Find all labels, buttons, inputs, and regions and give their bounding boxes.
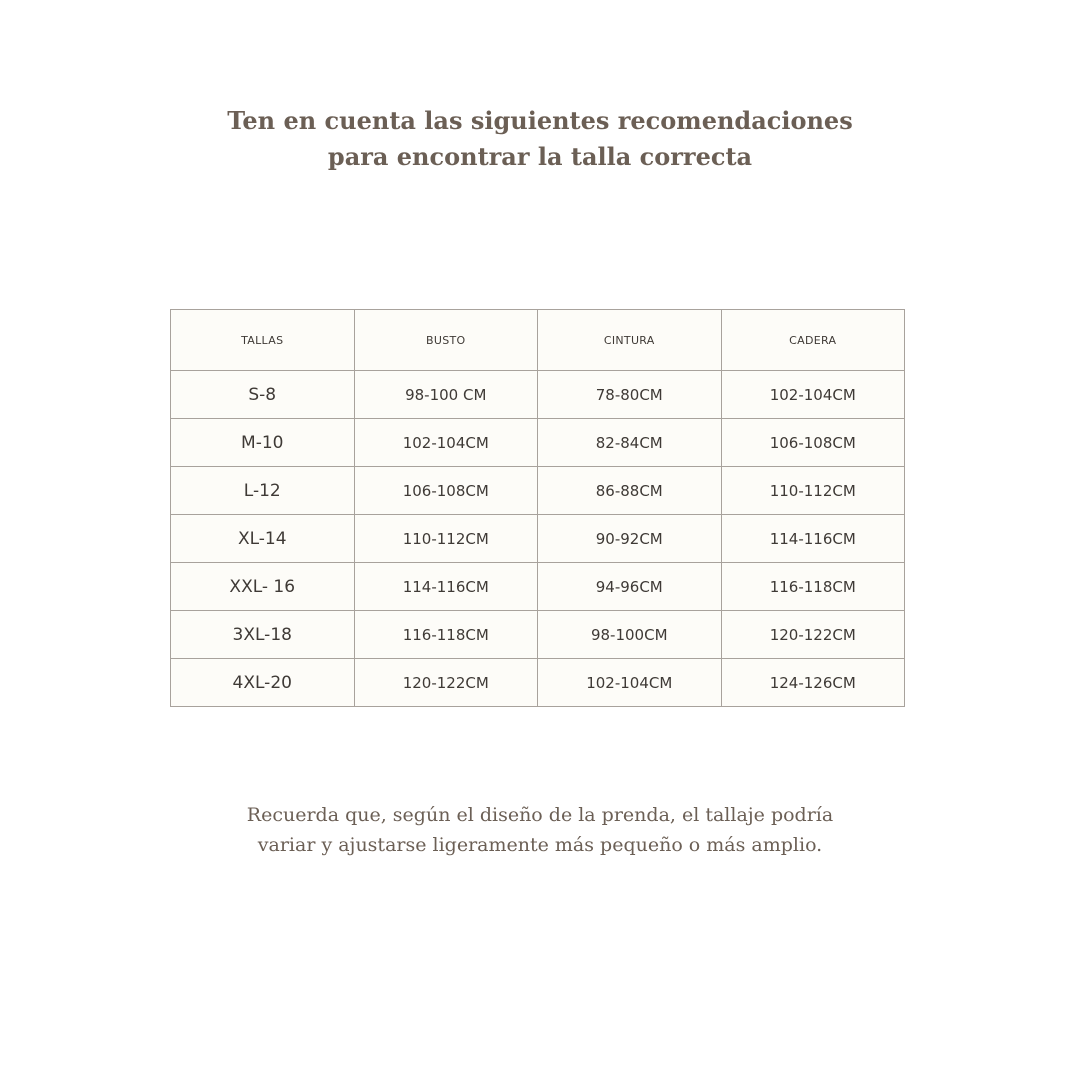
size-cell: 4XL-20 (171, 659, 355, 707)
busto-cell: 114-116CM (354, 563, 538, 611)
note-line-1: Recuerda que, según el diseño de la prenda, el tallaje podría (246, 804, 834, 826)
cadera-cell: 102-104CM (721, 371, 905, 419)
busto-cell: 98-100 CM (354, 371, 538, 419)
busto-cell: 116-118CM (354, 611, 538, 659)
size-cell: S-8 (171, 371, 355, 419)
size-cell: 3XL-18 (171, 611, 355, 659)
cadera-cell: 110-112CM (721, 467, 905, 515)
size-cell: XXL- 16 (171, 563, 355, 611)
cintura-cell: 98-100CM (538, 611, 722, 659)
note-line-2: variar y ajustarse ligeramente más pequeño o más amplio. (257, 834, 823, 856)
busto-cell: 106-108CM (354, 467, 538, 515)
size-cell: L-12 (171, 467, 355, 515)
cadera-cell: 106-108CM (721, 419, 905, 467)
title-line-2: para encontrar la talla correcta (327, 142, 753, 171)
busto-cell: 110-112CM (354, 515, 538, 563)
busto-cell: 102-104CM (354, 419, 538, 467)
busto-cell: 120-122CM (354, 659, 538, 707)
cintura-cell: 86-88CM (538, 467, 722, 515)
table-row (171, 611, 905, 659)
table-row (171, 419, 905, 467)
page-title (0, 103, 1080, 175)
cintura-cell: 78-80CM (538, 371, 722, 419)
cadera-cell: 124-126CM (721, 659, 905, 707)
size-cell: XL-14 (171, 515, 355, 563)
header-cadera: CADERA (721, 310, 905, 371)
table-header-row (171, 310, 905, 371)
header-busto: BUSTO (354, 310, 538, 371)
table-row (171, 563, 905, 611)
cadera-cell: 120-122CM (721, 611, 905, 659)
table-row (171, 371, 905, 419)
cadera-cell: 114-116CM (721, 515, 905, 563)
cintura-cell: 82-84CM (538, 419, 722, 467)
sizing-note (0, 800, 1080, 860)
size-cell: M-10 (171, 419, 355, 467)
table-row (171, 659, 905, 707)
cintura-cell: 90-92CM (538, 515, 722, 563)
title-line-1: Ten en cuenta las siguientes recomendaciones (227, 106, 853, 135)
header-cintura: CINTURA (538, 310, 722, 371)
table-row (171, 467, 905, 515)
table-row (171, 515, 905, 563)
size-chart-table (170, 309, 905, 707)
cintura-cell: 102-104CM (538, 659, 722, 707)
cintura-cell: 94-96CM (538, 563, 722, 611)
cadera-cell: 116-118CM (721, 563, 905, 611)
header-tallas: TALLAS (171, 310, 355, 371)
